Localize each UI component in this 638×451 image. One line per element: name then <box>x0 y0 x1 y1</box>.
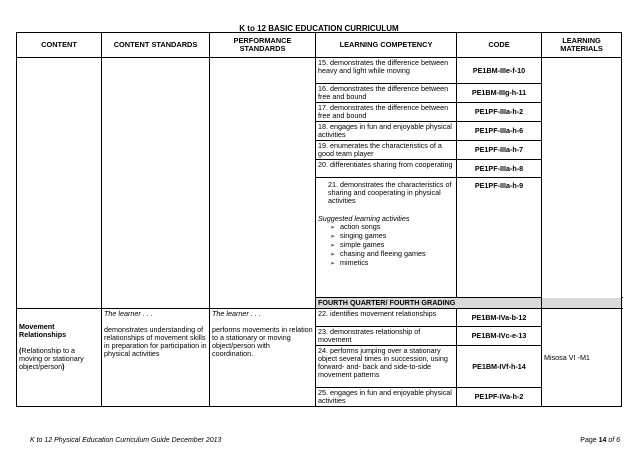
code-cell: PE1PF-IIIa-h-8 <box>457 160 542 178</box>
content-standards-cell <box>102 309 210 407</box>
code-cell: PE1PF-IIIa-h-9 <box>457 178 542 298</box>
header-learning-competency: LEARNING COMPETENCY <box>316 33 457 58</box>
content-cell-empty <box>17 58 102 309</box>
code-cell: PE1PF-IIIa-h-2 <box>457 103 542 122</box>
competency-cell: 20. differentiates sharing from cooperating <box>316 160 457 178</box>
learner-label: The learner . . . <box>104 309 153 318</box>
header-performance-standards: PERFORMANCE STANDARDS <box>210 33 316 58</box>
content-subtitle: (Relationship to a moving or stationary object/person) <box>19 346 84 371</box>
competency-cell <box>316 178 457 298</box>
competency-cell: 15. demonstrates the difference between heavy and light while moving <box>316 58 457 84</box>
header-learning-materials: LEARNING MATERIALS <box>542 33 622 58</box>
code-cell: PE1PF-IIIa-h-6 <box>457 122 542 141</box>
competency-21: 21. demonstrates the characteristics of sharing and cooperating in physical activities <box>328 180 452 205</box>
list-item: ➢ chasing and fleeing games <box>342 250 454 259</box>
competency-cell: 23. demonstrates relationship of movement <box>316 327 457 346</box>
code-cell: PE1BM-IIIg-h-11 <box>457 84 542 103</box>
suggested-activities-title: Suggested learning activities <box>318 214 410 223</box>
footer-guide-title: K to 12 Physical Education Curriculum Guide December 2013 <box>30 437 222 444</box>
content-cell <box>17 309 102 407</box>
list-item: ➢ mimetics <box>342 259 454 268</box>
competency-cell: 22. identifies movement relationships <box>316 309 457 327</box>
content-standard-text: demonstrates understanding of relationships of movement skills in preparation for participation in physical activities <box>104 325 207 358</box>
list-item: ➢ action songs <box>342 223 454 232</box>
header-code: CODE <box>457 33 542 58</box>
document-title: K to 12 BASIC EDUCATION CURRICULUM <box>239 24 399 33</box>
code-cell: PE1BM-IVc-e-13 <box>457 327 542 346</box>
content-title: Movement Relationships <box>19 322 67 339</box>
curriculum-table <box>16 32 622 407</box>
competency-cell: 17. demonstrates the difference between free and bound <box>316 103 457 122</box>
code-cell: PE1BM-IVa-b-12 <box>457 309 542 327</box>
competency-cell: 19. enumerates the characteristics of a good team player <box>316 141 457 160</box>
code-cell: PE1BM-IIIe-f-10 <box>457 58 542 84</box>
performance-standard-text: performs movements in relation to a stationary or moving object/person with coordination. <box>212 325 313 358</box>
code-cell: PE1PF-IVa-h-2 <box>457 388 542 407</box>
table-row <box>17 309 622 327</box>
table-row <box>17 58 622 84</box>
quarter-label: FOURTH QUARTER/ FOURTH GRADING <box>316 298 622 309</box>
competency-cell: 18. engages in fun and enjoyable physical activities <box>316 122 457 141</box>
list-item: ➢ singing games <box>342 232 454 241</box>
materials-cell: Misosa VI -M1 <box>542 309 622 407</box>
footer-page-number: Page 14 of 6 <box>580 437 620 444</box>
code-cell: PE1BM-IVf-h-14 <box>457 346 542 388</box>
list-item: ➢ simple games <box>342 241 454 250</box>
content-standards-cell-empty <box>102 58 210 309</box>
competency-cell: 24. performs jumping over a stationary object several times in succession, using forward- and- back and side-to-side movement patterns <box>316 346 457 388</box>
code-cell: PE1PF-IIIa-h-7 <box>457 141 542 160</box>
competency-cell: 25. engages in fun and enjoyable physical activities <box>316 388 457 407</box>
performance-standards-cell <box>210 309 316 407</box>
header-content: CONTENT <box>17 33 102 58</box>
learner-label: The learner . . . <box>212 309 261 318</box>
competency-cell: 16. demonstrates the difference between free and bound <box>316 84 457 103</box>
header-row <box>17 33 622 58</box>
suggested-activities-list <box>318 223 454 268</box>
header-content-standards: CONTENT STANDARDS <box>102 33 210 58</box>
performance-standards-cell-empty <box>210 58 316 309</box>
materials-cell-empty <box>542 58 622 309</box>
